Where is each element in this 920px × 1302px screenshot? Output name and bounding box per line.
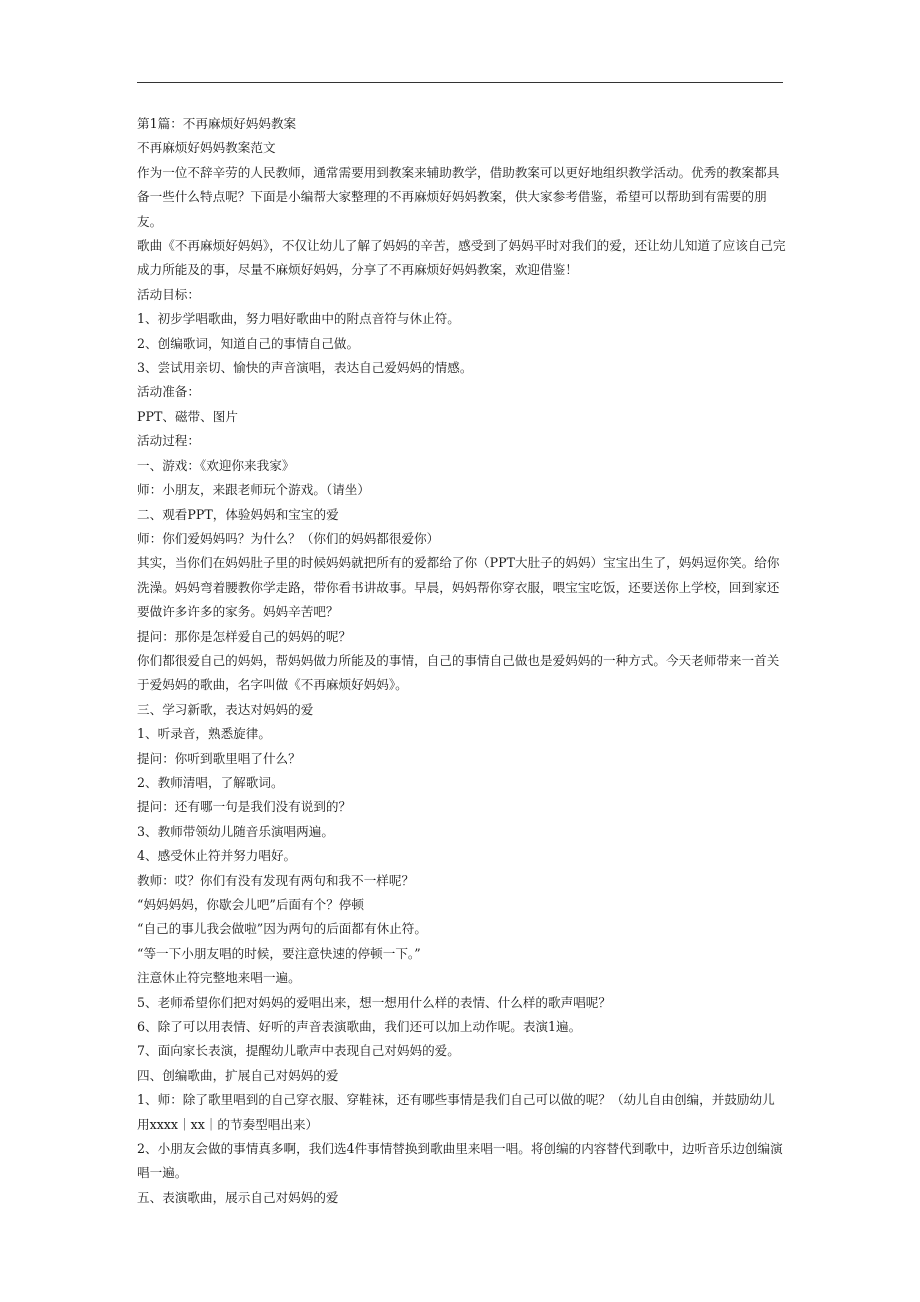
paragraph: 1、师：除了歌里唱到的自己穿衣服、穿鞋袜，还有哪些事情是我们自己可以做的呢？（幼儿自由创编，并鼓励幼儿用xxxx｜xx｜的节奏型唱出来） — [137, 1092, 775, 1132]
document-body — [137, 112, 787, 1210]
paragraph: 三、学习新歌，表达对妈妈的爱 — [137, 701, 314, 717]
paragraph: 4、感受休止符并努力唱好。 — [137, 848, 297, 864]
paragraph: 7、面向家长表演，提醒幼儿歌声中表现自己对妈妈的爱。 — [137, 1043, 460, 1059]
paragraph: 不再麻烦好妈妈教案范文 — [137, 140, 276, 156]
paragraph: 3、教师带领幼儿随音乐演唱两遍。 — [137, 823, 334, 839]
paragraph: 师：小朋友，来跟老师玩个游戏。（请坐） — [137, 482, 370, 498]
paragraph: 第1篇：不再麻烦好妈妈教案 — [137, 116, 297, 131]
paragraph: “妈妈妈妈，你歇会儿吧”后面有个？停顿 — [137, 897, 364, 912]
paragraph: 活动准备： — [137, 384, 200, 400]
paragraph: 1、初步学唱歌曲，努力唱好歌曲中的附点音符与休止符。 — [137, 311, 460, 327]
paragraph: 5、老师希望你们把对妈妈的爱唱出来，想一想用什么样的表情、什么样的歌声唱呢？ — [137, 994, 611, 1010]
paragraph: 一、游戏：《欢迎你来我家》 — [137, 457, 295, 473]
paragraph: 2、创编歌词，知道自己的事情自己做。 — [137, 335, 360, 351]
paragraph: 二、观看PPT，体验妈妈和宝宝的爱 — [137, 506, 339, 522]
paragraph: 注意休止符完整地来唱一遍。 — [137, 970, 301, 986]
paragraph: 提问：你听到歌里唱了什么？ — [137, 750, 301, 766]
paragraph: 提问：还有哪一句是我们没有说到的？ — [137, 799, 352, 815]
paragraph: 其实，当你们在妈妈肚子里的时候妈妈就把所有的爱都给了你（PPT大肚子的妈妈）宝宝出生了，妈妈逗你笑。给你洗澡。妈妈弯着腰教你学走路，带你看书讲故事。早晨，妈妈帮你穿衣服，喂宝宝吃饭，还要送你上学校，回到家还要做许多许多的家务。妈妈辛苦吧？ — [137, 555, 780, 620]
paragraph: 师：你们爱妈妈吗？为什么？（你们的妈妈都很爱你） — [137, 530, 440, 546]
paragraph: 五、表演歌曲，展示自己对妈妈的爱 — [137, 1189, 339, 1205]
paragraph: 6、除了可以用表情、好听的声音表演歌曲，我们还可以加上动作呢。表演1遍。 — [137, 1019, 582, 1035]
paragraph: 你们都很爱自己的妈妈，帮妈妈做力所能及的事情，自己的事情自己做也是爱妈妈的一种方式。今天老师带来一首关于爱妈妈的歌曲，名字叫做《不再麻烦好妈妈》。 — [137, 652, 780, 693]
paragraph: 活动过程： — [137, 433, 200, 449]
paragraph: “等一下小朋友唱的时候，要注意快速的停顿一下。” — [137, 945, 421, 961]
paragraph: 作为一位不辞辛劳的人民教师，通常需要用到教案来辅助教学，借助教案可以更好地组织教学活动。优秀的教案都具备一些什么特点呢？下面是小编帮大家整理的不再麻烦好妈妈教案，供大家参考借鉴，希望可以帮助到有需要的朋友。 — [137, 164, 780, 229]
paragraph: 教师：哎？你们有没有发现有两句和我不一样呢？ — [137, 872, 415, 888]
paragraph: 1、听录音，熟悉旋律。 — [137, 726, 271, 742]
paragraph: 3、尝试用亲切、愉快的声音演唱，表达自己爱妈妈的情感。 — [137, 360, 473, 376]
paragraph: PPT、磁带、图片 — [137, 408, 238, 424]
paragraph: 2、教师清唱，了解歌词。 — [137, 774, 284, 790]
header-rule — [137, 82, 783, 83]
paragraph: 2、小朋友会做的事情真多啊，我们选4件事情替换到歌曲里来唱一唱。将创编的内容替代到歌中，边听音乐边创编演唱一遍。 — [137, 1141, 783, 1181]
paragraph: 四、创编歌曲，扩展自己对妈妈的爱 — [137, 1067, 339, 1083]
paragraph: 活动目标： — [137, 286, 200, 302]
paragraph: “自己的事儿我会做啦”因为两句的后面都有休止符。 — [137, 921, 427, 937]
paragraph: 提问：那你是怎样爱自己的妈妈的呢？ — [137, 628, 352, 644]
paragraph: 歌曲《不再麻烦好妈妈》，不仅让幼儿了解了妈妈的辛苦，感受到了妈妈平时对我们的爱，还让幼儿知道了应该自己完成力所能及的事，尽量不麻烦好妈妈，分享了不再麻烦好妈妈教案，欢迎借鉴！ — [137, 238, 786, 278]
